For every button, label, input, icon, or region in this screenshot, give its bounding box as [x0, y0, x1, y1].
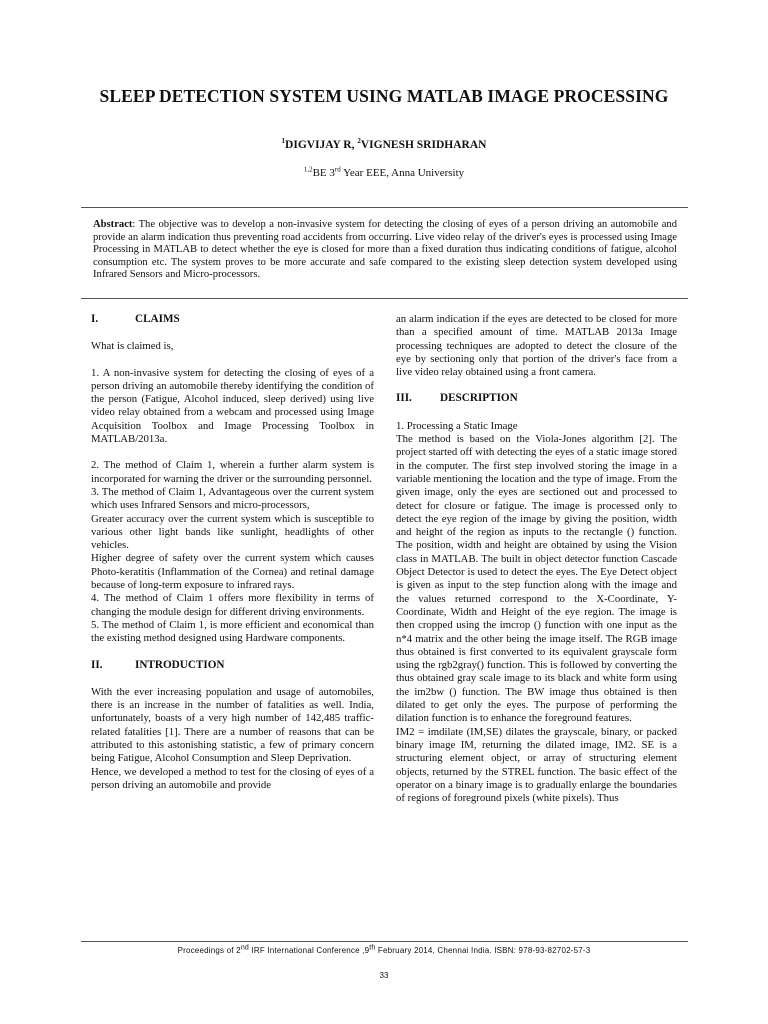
- paper-title: SLEEP DETECTION SYSTEM USING MATLAB IMAGE PROCESSING: [99, 86, 669, 106]
- subsection-heading: 1. Processing a Static Image: [396, 419, 518, 432]
- footer-rule: [81, 941, 688, 942]
- affiliation-text-before: BE 3: [312, 167, 335, 179]
- section-title: INTRODUCTION: [135, 658, 225, 671]
- abstract: [93, 219, 677, 282]
- section-heading-claims: [91, 313, 374, 326]
- claim-3-bullet-1: Greater accuracy over the current system which is susceptible to various other light bands like sunlight, headlights of other vehicles.: [91, 512, 374, 552]
- intro-paragraph-2: Hence, we developed a method to test for the closing of eyes of a person driving an automobile and provide: [91, 765, 374, 791]
- footer-part-a: Proceedings of 2: [177, 946, 241, 955]
- claim-3: 3. The method of Claim 1, Advantageous over the current system which uses Infrared Sensors and micro-processors,: [91, 485, 374, 512]
- affiliation-text-after: Year EEE, Anna University: [340, 167, 465, 179]
- page-number: 33: [379, 971, 389, 980]
- claim-2: 2. The method of Claim 1, wherein a further alarm system is incorporated for warning the driver or the surrounding personnel.: [91, 459, 374, 485]
- author-line: [80, 139, 688, 151]
- section-heading-description: [396, 392, 677, 405]
- section-heading-introduction: [91, 659, 374, 672]
- description-paragraph-1: The method is based on the Viola-Jones algorithm [2]. The project started off with detecting the eyes of a static image stored in the computer. The first step involved storing the image in a variable mentioning the location and the type of image. From the given image, only the eyes are sectioned out and processed to detect for closure or fatigue. The image is processed only to detect the eye region of the image by giving the position, width and height of the region as inputs to the rectangle () function. The position, width and height are obtained by using the Vision class in MATLAB. The built in object detector function Cascade Object Detector is used to detect the eyes. The Eye Detect object is given as input to the step function along with the image and the values returned correspond to the X-Coordinate, Y-Coordinate, Width and Height of the eye region. The image is then cropped using the imcrop () function with one input as the n*4 matrix and the other being the image itself. The RGB image thus obtained is first converted to its equivalent grayscale form using the rgb2gray() function. This is followed by converting the thus obtained gray scale image to its black and white form using the im2bw () function. The BW image thus obtained is then dilated to get only the eyes. The purpose of performing the dilation function is to enhance the foreground features.: [396, 433, 677, 725]
- section-title: CLAIMS: [135, 313, 180, 325]
- abstract-text: : The objective was to develop a non-invasive system for detecting the closing of eyes of a person driving an automobile and provide an alarm indication thus preventing road accidents from occurring. Live video relay of the driver's eyes is processed using Image Processing in MATLAB to detect whether the eye is closed for more than a fixed duration thus indicating conditions of fatigue, alcohol consumption etc. The system proves to be more accurate and safe compared to the existing sleep detection system developed using Infrared Sensors and Micro-processors.: [93, 219, 677, 281]
- author-2-sup: 2: [357, 137, 361, 146]
- footer-sup-a: nd: [240, 944, 249, 952]
- abstract-bottom-rule: [81, 298, 688, 299]
- footer-part-c: February 2014, Chennai India. ISBN: 978-93-82702-57-3: [375, 946, 591, 955]
- affiliation-sup: 1,2: [303, 165, 313, 174]
- intro-paragraph-1: With the ever increasing population and usage of automobiles, there is an increase in the number of fatalities as well. India, unfortunately, boasts of a very high number of 142,485 traffic-related fatalities [1]. There are a number of reasons that can be attributed to this astonishing statistic, a few of primary concern being Fatigue, Alcohol Consumption and Sleep Deprivation.: [91, 685, 374, 765]
- author-1-name: DIGVIJAY R,: [285, 139, 358, 151]
- footer-part-b: IRF International Conference ,9: [249, 946, 370, 955]
- affiliation-line: [80, 167, 688, 179]
- top-rule: [81, 207, 688, 208]
- description-paragraph-2: IM2 = imdilate (IM,SE) dilates the grayscale, binary, or packed binary image IM, returning the dilated image, IM2. SE is a structuring element object, or array of structuring element objects, returned by the STREL function. The basic effect of the operator on a binary image is to gradually enlarge the boundaries of regions of foreground pixels (white pixels). Thus: [396, 725, 677, 805]
- claim-3-bullet-2: Higher degree of safety over the current system which causes Photo-keratitis (Inflammation of the Cornea) and retinal damage because of long-term exposure to infrared rays.: [91, 552, 374, 592]
- footer-sup-b: th: [369, 944, 376, 952]
- abstract-label: Abstract: [93, 219, 133, 230]
- left-column: [91, 313, 374, 792]
- claim-5: 5. The method of Claim 1, is more efficient and economical than the existing method designed using Hardware components.: [91, 618, 374, 645]
- claims-intro: What is claimed is,: [91, 340, 174, 353]
- section-number: I.: [91, 313, 99, 325]
- right-column: [396, 313, 677, 805]
- author-1-sup: 1: [281, 137, 286, 146]
- claim-4: 4. The method of Claim 1 offers more flexibility in terms of changing the module design for different driving environments.: [91, 592, 374, 618]
- section-number: III.: [396, 392, 412, 405]
- intro-continuation: an alarm indication if the eyes are detected to be closed for more than a specified amount of time. MATLAB 2013a Image processing techniques are adopted to detect the closure of the eye by sectioning only that portion of the driver's face from a live video relay obtained using a front camera.: [396, 313, 677, 379]
- author-2-name: VIGNESH SRIDHARAN: [360, 139, 487, 151]
- section-title: DESCRIPTION: [440, 392, 518, 405]
- claim-1: 1. A non-invasive system for detecting the closing of eyes of a person driving an automobile thereby identifying the condition of the person (Fatigue, Alcohol induced, sleep derived) using live video relay obtained from a webcam and processed using Image Acquisition Toolbox and Image Processing Toolbox in MATLAB/2013a.: [91, 366, 374, 446]
- footer-proceedings: [80, 946, 688, 955]
- section-number: II.: [91, 658, 103, 671]
- affiliation-ordinal-sup: rd: [334, 165, 341, 174]
